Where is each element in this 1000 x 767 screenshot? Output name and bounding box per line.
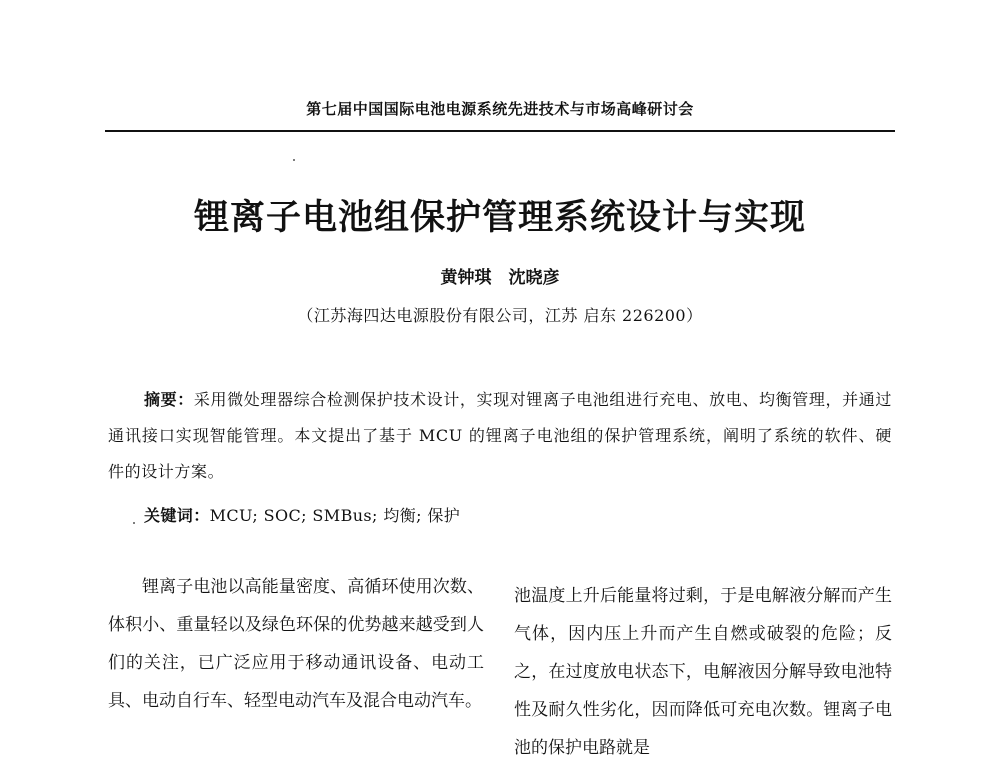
body-left-column: 锂离子电池以高能量密度、高循环使用次数、体积小、重量轻以及绿色环保的优势越来越受到人们的关注，已广泛应用于移动通讯设备、电动工具、电动自行车、轻型电动汽车及混合电动汽车。 [108,577,484,711]
authors: 黄钟琪 沈晓彦 [440,268,560,288]
header-rule [105,130,895,132]
abstract-text: 采用微处理器综合检测保护技术设计，实现对锂离子电池组进行充电、放电、均衡管理，并通过通讯接口实现智能管理。本文提出了基于 MCU 的锂离子电池组的保护管理系统，阐明了系统的软件、硬件的设计方案。 [108,390,892,481]
paper-title: 锂离子电池组保护管理系统设计与实现 [193,197,806,238]
abstract [108,382,892,490]
affiliation: （江苏海四达电源股份有限公司，江苏 启东 226200） [297,306,703,325]
keywords-text: MCU; SOC; SMBus; 均衡; 保护 [209,506,461,525]
body-right-column: 池温度上升后能量将过剩，于是电解液分解而产生气体，因内压上升而产生自燃或破裂的危险；反之，在过度放电状态下，电解液因分解导致电池特性及耐久性劣化，因而降低可充电次数。锂离子电池的保护电路就是 [514,586,892,758]
scan-speck [133,522,135,524]
abstract-label: 摘要： [144,390,194,409]
keywords-label: 关键词： [144,506,210,525]
conference-header: 第七届中国国际电池电源系统先进技术与市场高峰研讨会 [306,100,694,118]
scan-speck [293,159,295,161]
keywords [144,502,884,530]
